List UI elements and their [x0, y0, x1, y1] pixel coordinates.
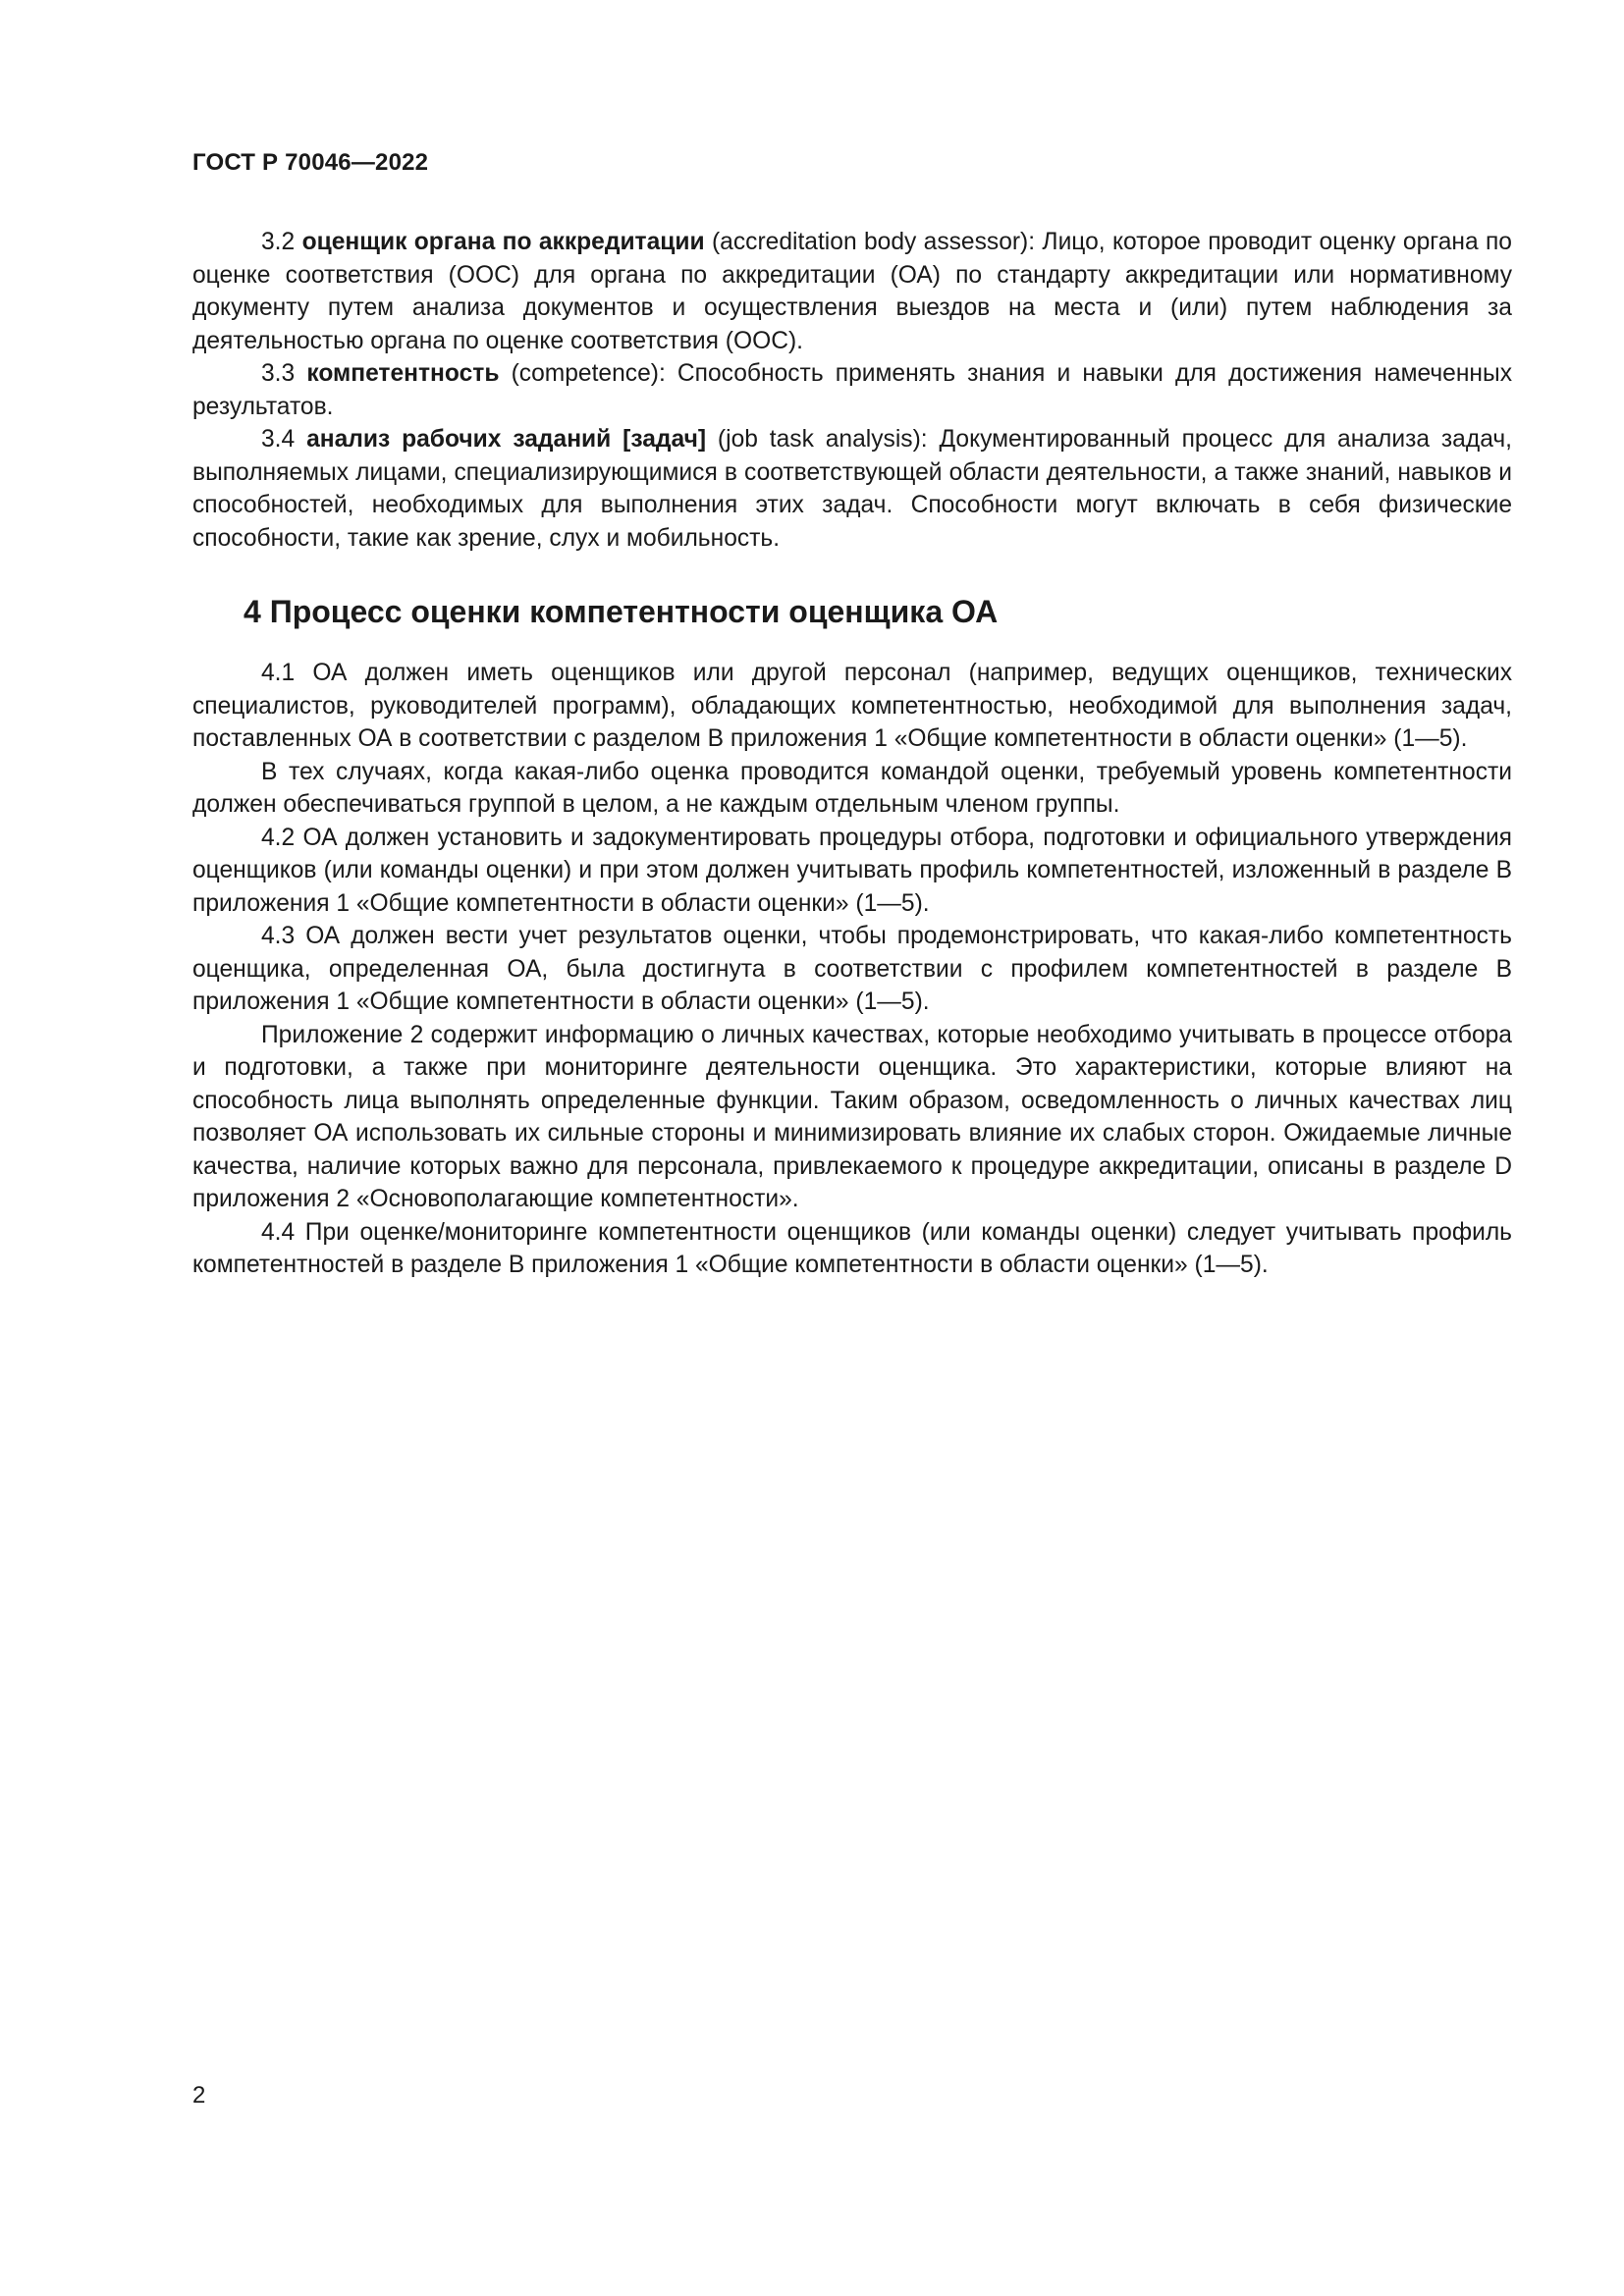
document-body [192, 226, 1512, 1282]
paragraph-4-4: 4.4 При оценке/мониторинге компетентности оценщиков (или команды оценки) следует учитывать профиль компетентностей в разделе B приложения 1 «Общие компетентности в области оценки» (1—5). [192, 1218, 1512, 1278]
paragraph-4-2: 4.2 ОА должен установить и задокументировать процедуры отбора, подготовки и официального утверждения оценщиков (или команды оценки) и при этом должен учитывать профиль компетентностей, изложенный в разделе B приложения 1 «Общие компетентности в области оценки» (1—5). [192, 824, 1512, 917]
definition-text: (job task analysis): Документированный процесс для анализа задач, выполняемых лицами, специализирующимися в соответствующей области деятельности, а также знаний, навыков и способностей, необходимых для выполнения этих задач. Способности могут включать в себя физические способности, такие как зрение, слух и мобильность. [192, 426, 1512, 552]
definition-3-4 [192, 423, 1512, 555]
definition-term: оценщик органа по аккредитации [301, 229, 705, 255]
definition-text: (competence): Способность применять знания и навыки для достижения намеченных результатов. [192, 360, 1512, 420]
definition-term: компетентность [306, 360, 500, 387]
paragraph-4-1: 4.1 ОА должен иметь оценщиков или другой персонал (например, ведущих оценщиков, технических специалистов, руководителей программ), обладающих компетентностью, необходимой для выполнения задач, поставленных ОА в соответствии с разделом B приложения 1 «Общие компетентности в области оценки» (1—5). [192, 660, 1512, 752]
paragraph-4-3: 4.3 ОА должен вести учет результатов оценки, чтобы продемонстрировать, что какая-либо компетентность оценщика, определенная ОА, была достигнута в соответствии с профилем компетентностей в разделе B приложения 1 «Общие компетентности в области оценки» (1—5). [192, 923, 1512, 1015]
document-header: ГОСТ Р 70046—2022 [192, 149, 429, 176]
paragraph: В тех случаях, когда какая-либо оценка проводится командой оценки, требуемый уровень компетентности должен обеспечиваться группой в целом, а не каждым отдельным членом группы. [192, 758, 1512, 818]
definition-number: 3.4 [261, 426, 296, 453]
section-heading: 4 Процесс оценки компетентности оценщика ОА [244, 594, 999, 629]
definition-text: (accreditation body assessor): Лицо, которое проводит оценку органа по оценке соответствия (ООС) для органа по аккредитации (ОА) по стандарту аккредитации или нормативному документу путем анализа документов и осуществления выездов на места и (или) путем наблюдения за деятельностью органа по оценке соответствия (ООС). [192, 229, 1512, 354]
paragraph: Приложение 2 содержит информацию о личных качествах, которые необходимо учитывать в процессе отбора и подготовки, а также при мониторинге деятельности оценщика. Это характеристики, которые влияют на способность лица выполнять определенные функции. Таким образом, осведомленность о личных качествах лиц позволяет ОА использовать их сильные стороны и минимизировать влияние их слабых сторон. Ожидаемые личные качества, наличие которых важно для персонала, привлекаемого к процедуре аккредитации, описаны в разделе D приложения 2 «Основополагающие компетентности». [192, 1021, 1512, 1212]
definition-number: 3.2 [261, 229, 296, 255]
definition-3-2 [192, 226, 1512, 357]
definition-number: 3.3 [261, 360, 296, 387]
page-number: 2 [192, 2082, 206, 2109]
definition-term: анализ рабочих заданий [задач] [306, 426, 707, 453]
definition-3-3 [192, 357, 1512, 423]
